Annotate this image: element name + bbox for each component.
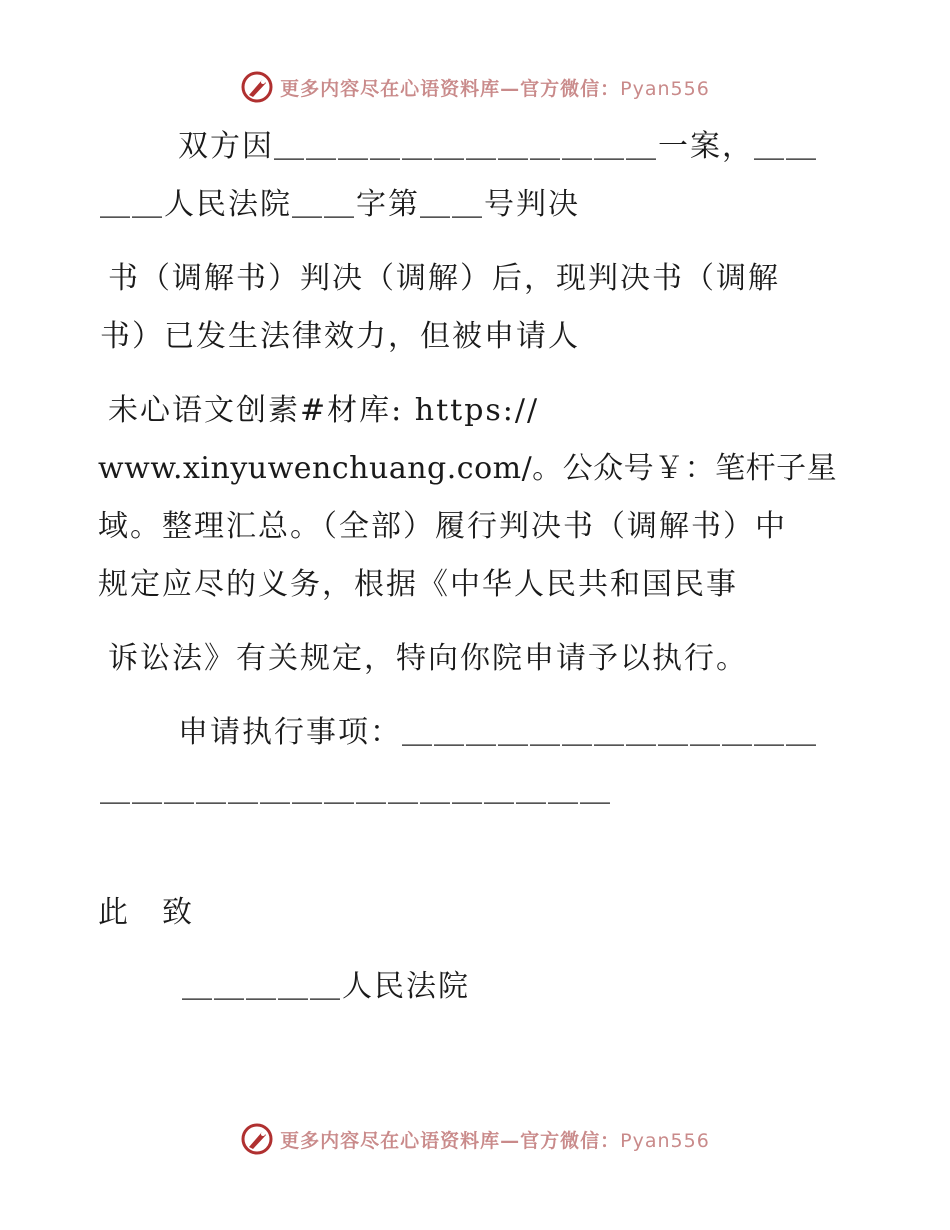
salutation: 此 致 bbox=[98, 895, 194, 930]
body-line-4: 书）已发生法律效力，但被申请人 bbox=[100, 319, 580, 354]
body-line-1: 双方因＿＿＿＿＿＿＿＿＿＿＿＿一案，＿＿ bbox=[178, 129, 818, 164]
execution-items-blank: ＿＿＿＿＿＿＿＿＿＿＿＿＿＿＿＿ bbox=[100, 773, 612, 808]
body-line-3: 书（调解书）判决（调解）后，现判决书（调解 bbox=[108, 261, 780, 296]
execution-items-line: 申请执行事项：＿＿＿＿＿＿＿＿＿＿＿＿＿ bbox=[178, 715, 818, 750]
footer-banner-text: 更多内容尽在心语资料库—官方微信：Pyan556 bbox=[280, 1129, 710, 1152]
pen-logo-icon bbox=[240, 1122, 274, 1156]
body-line-8: 规定应尽的义务，根据《中华人民共和国民事 bbox=[98, 567, 738, 602]
body-line-9: 诉讼法》有关规定，特向你院申请予以执行。 bbox=[108, 641, 748, 676]
pen-logo-icon bbox=[240, 70, 274, 104]
body-line-6: www.xinyuwenchuang.com/。公众号￥：笔杆子星 bbox=[98, 451, 838, 486]
body-line-5: 未心语文创素#材库: https:// bbox=[108, 393, 540, 428]
court-addressee: ＿＿＿＿＿人民法院 bbox=[182, 969, 470, 1004]
header-banner-text: 更多内容尽在心语资料库—官方微信：Pyan556 bbox=[280, 77, 710, 100]
body-line-7: 域。整理汇总。（全部）履行判决书（调解书）中 bbox=[98, 509, 787, 544]
footer-watermark-banner bbox=[0, 1122, 950, 1156]
body-line-2: ＿＿人民法院＿＿字第＿＿号判决 bbox=[100, 187, 580, 222]
header-watermark-banner bbox=[0, 70, 950, 104]
